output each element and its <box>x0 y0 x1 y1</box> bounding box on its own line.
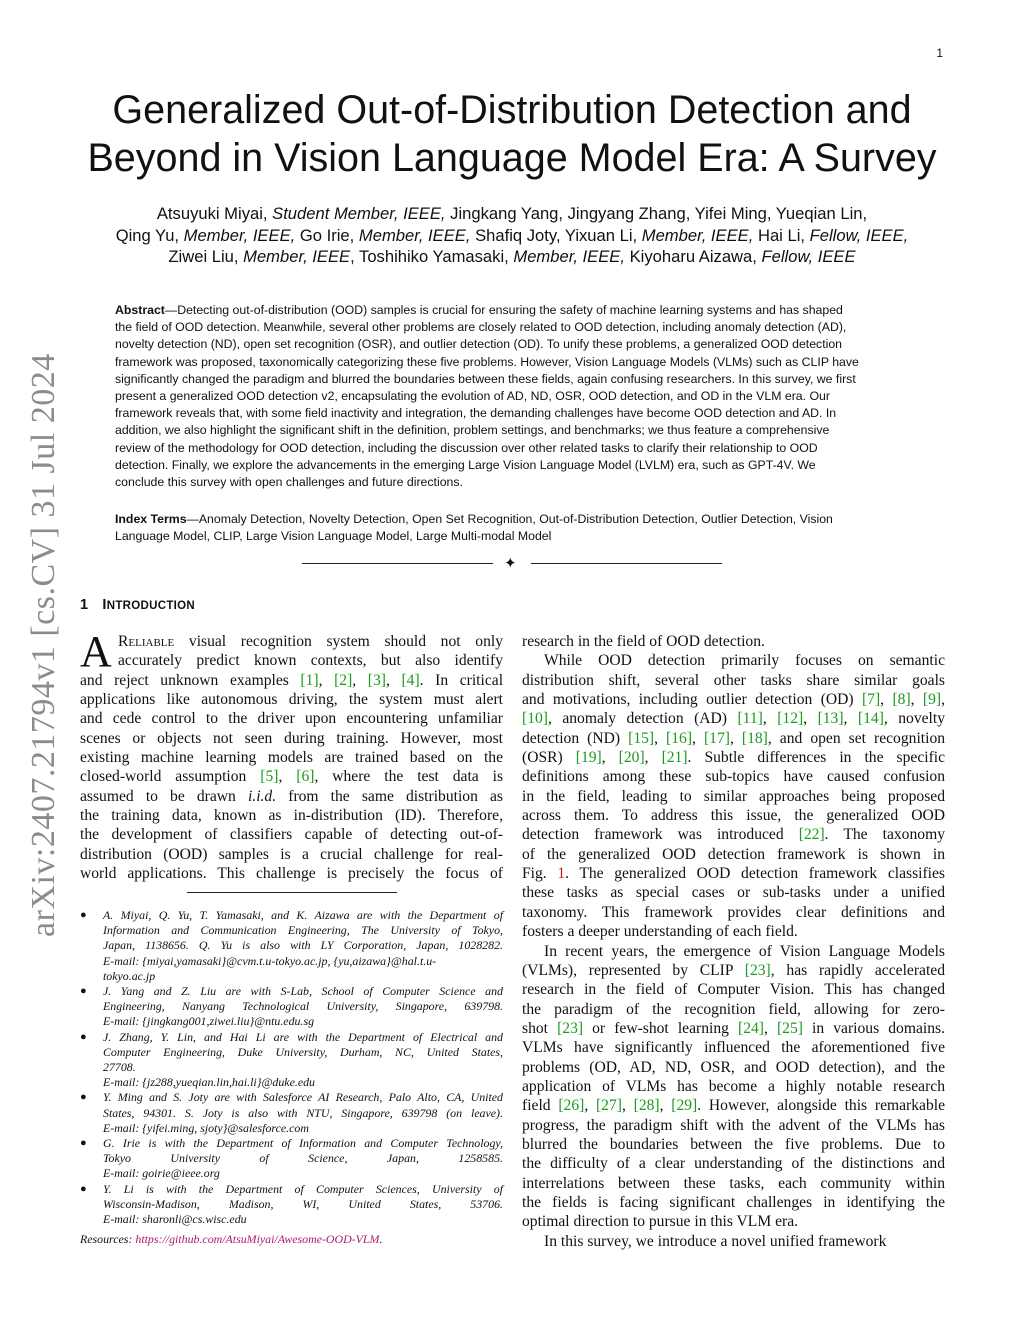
body-text: shot <box>522 1019 558 1037</box>
author-names: , Toshihiko Yamasaki, <box>350 247 514 266</box>
abstract-text: present a generalized OOD detection v2, encapsulating the evolution of AD, ND, OSR, OOD detection, and OD in the VLM era. Our <box>115 389 830 404</box>
author-names: Ziwei Liu, <box>168 247 244 266</box>
section-separator <box>302 555 722 571</box>
body-line <box>522 961 945 980</box>
body-text: , <box>318 671 335 689</box>
citation-link: [29] <box>671 1097 698 1115</box>
body-text: and motivations, including outlier detection (OD) <box>522 691 862 709</box>
body-text: , <box>621 1097 634 1115</box>
index_terms-text: —Anomaly Detection, Novelty Detection, Open Set Recognition, Out-of-Distribution Detection, Outlier Detection, Vision <box>186 512 833 526</box>
separator-rule-left <box>302 563 493 564</box>
left-column-body <box>80 627 504 883</box>
body-text: research in the field of OOD detection. <box>522 633 765 650</box>
resources-label: Resources: <box>80 1232 136 1246</box>
citation-link: [8] <box>892 691 911 709</box>
author-membership: Member, IEEE, <box>358 225 471 245</box>
body-line <box>522 864 945 883</box>
body-line <box>80 632 503 651</box>
right-column-body <box>522 632 945 1251</box>
body-line <box>522 980 945 999</box>
body-line <box>522 651 945 670</box>
author-names: Jingkang Yang, Jingyang Zhang, Yifei Ming, Yueqian Lin, <box>445 204 868 223</box>
body-line <box>522 1116 945 1135</box>
body-line <box>522 767 945 786</box>
body-text: . Subtle differences in the specific <box>687 749 946 767</box>
section-number: 1 <box>80 597 89 613</box>
body-text: the paradigm of the recognition field, allowing for zero- <box>522 1000 945 1018</box>
body-line <box>80 806 503 825</box>
footnote-line: E-mail: {miyai,yamasaki}@cvm.t.u-tokyo.ac.jp, {yu,aizawa}@hal.t.u- <box>103 953 437 968</box>
body-text: . However, alongside this remarkable <box>697 1097 946 1115</box>
footnote-rule <box>187 892 397 893</box>
author-membership: Member, IEEE <box>243 247 351 266</box>
body-line <box>522 709 945 728</box>
arxiv-identifier-stamp: arXiv:2407.21794v1 [cs.CV] 31 Jul 2024 <box>25 353 62 937</box>
body-text: , <box>910 691 923 709</box>
body-text: research in the field of Computer Vision. This has changed <box>522 981 945 999</box>
body-text: , <box>654 729 667 747</box>
index_terms-line <box>115 511 911 528</box>
abstract-label: Abstract <box>115 303 165 317</box>
bullet-icon: ● <box>80 985 87 998</box>
body-text: in the field, leading to similar approaches being proposed <box>522 787 945 805</box>
footnote-item <box>80 1182 503 1228</box>
body-line <box>80 729 503 748</box>
resources-end: . <box>379 1232 383 1246</box>
body-line <box>80 845 503 864</box>
section-heading-introduction <box>80 597 195 613</box>
body-text: from the same distribution as <box>276 787 503 805</box>
drop-cap-smallcaps: Reliable <box>118 633 175 650</box>
footnote-line: E-mail: goirie@ieee.org <box>103 1166 220 1181</box>
abstract-line <box>115 302 911 319</box>
citation-link: [27] <box>595 1097 622 1115</box>
body-line <box>522 806 945 825</box>
footnote-item <box>80 984 503 1030</box>
citation-link: [10] <box>522 710 548 728</box>
citation-link: [25] <box>776 1019 803 1037</box>
body-line <box>80 864 503 883</box>
bullet-icon: ● <box>80 1091 87 1104</box>
affiliation-footnotes <box>80 908 503 1227</box>
author-names: Go Irie, <box>295 225 359 245</box>
body-line <box>522 1154 945 1173</box>
body-text: existing machine learning models are trained based on the <box>80 749 503 767</box>
body-text: the training data, known as in-distribution (ID). Therefore, <box>80 807 503 825</box>
body-line <box>522 1019 945 1038</box>
body-text: In recent years, the emergence of Vision Language Models <box>544 942 945 960</box>
body-line <box>522 1038 945 1057</box>
footnote-line: Information and Communication Engineering, The University of Tokyo, <box>103 923 503 938</box>
citation-link: [28] <box>633 1097 660 1115</box>
page-number: 1 <box>936 46 943 60</box>
footnote-item <box>80 908 503 984</box>
author-membership: Fellow, IEEE <box>761 247 856 266</box>
author-names: Kiyoharu Aizawa, <box>624 247 762 266</box>
citation-link: [21] <box>661 749 688 767</box>
body-line <box>80 690 503 709</box>
footnote-line: E-mail: sharonli@cs.wisc.edu <box>103 1212 247 1227</box>
author-line <box>40 225 984 247</box>
footnote-line: J. Zhang, Y. Lin, and Hai Li are with the Department of Electrical and <box>103 1029 503 1044</box>
abstract <box>115 302 911 491</box>
index_terms-label: Index Terms <box>115 512 187 526</box>
body-text: distribution shift, several other tasks share similar goals <box>522 671 945 689</box>
body-text: taxonomy. This framework provides clear definitions and <box>522 903 945 921</box>
citation-link: [17] <box>703 729 730 747</box>
body-text: progress, the paradigm shift with the advent of the VLMs has <box>522 1116 945 1134</box>
body-text: , <box>278 768 297 786</box>
body-text: VLMs have significantly influenced the aforementioned five <box>522 1039 945 1057</box>
body-text: world applications. This challenge is precisely the focus of <box>80 865 503 883</box>
bullet-icon: ● <box>80 1030 87 1043</box>
body-text: and reject unknown examples <box>80 671 301 689</box>
author-names: Qing Yu, <box>115 225 184 245</box>
section-title-initial: I <box>102 597 107 613</box>
body-text: , <box>385 671 402 689</box>
body-line <box>522 825 945 844</box>
body-text: visual recognition system should not only <box>174 633 503 650</box>
body-text: , <box>601 749 619 767</box>
body-text: In this survey, we introduce a novel unified framework <box>544 1232 887 1250</box>
section-title-rest: NTRODUCTION <box>106 600 195 612</box>
body-text: applications like autonomous driving, the system must alert <box>80 691 503 709</box>
body-text: and cede control to the driver upon encountering unfamiliar <box>80 710 503 728</box>
body-text: , has rapidly accelerated <box>770 961 945 979</box>
body-line <box>522 1058 945 1077</box>
footnote-line: States, 94301. S. Joty is also with NTU, Singapore, 639798 (on leave). <box>103 1105 503 1120</box>
body-line <box>522 729 945 748</box>
resources-line <box>80 1232 382 1247</box>
body-text: fosters a deeper understanding of each field. <box>522 923 798 941</box>
footnote-item <box>80 1030 503 1091</box>
body-text: application of VLMs has become a highly notable research <box>522 1077 945 1095</box>
body-line <box>522 942 945 961</box>
citation-link: [18] <box>741 729 768 747</box>
body-text: Fig. <box>522 865 558 883</box>
body-text: in various domains. <box>802 1019 945 1037</box>
title-line-1: Generalized Out-of-Distribution Detection and <box>112 88 912 132</box>
title-line-2: Beyond in Vision Language Model Era: A Survey <box>87 136 937 180</box>
citation-link: [14] <box>857 710 884 728</box>
body-line <box>80 651 503 670</box>
author-membership: Student Member, IEEE, <box>272 204 446 223</box>
body-text: detection (ND) <box>522 729 629 747</box>
body-line <box>522 922 945 941</box>
index_terms-line <box>115 528 911 545</box>
body-text: assumed to be drawn <box>80 787 248 805</box>
author-membership: Member, IEEE, <box>641 225 754 245</box>
body-line <box>522 632 945 651</box>
abstract-text: conclude this survey with open challenges and future directions. <box>115 475 463 490</box>
body-text: these tasks as special cases or sub-tasks under a unified <box>522 884 945 902</box>
body-line <box>80 671 503 690</box>
citation-link: [26] <box>558 1097 585 1115</box>
figure-reference-link: 1 <box>557 865 566 883</box>
footnote-line: Engineering, Nanyang Technological University, Singapore, 639798. <box>103 999 503 1014</box>
citation-link: [6] <box>296 768 315 786</box>
abstract-text: significantly changed the paradigm and blurred the boundaries between these fields, again confusing researchers. In this survey, we first <box>115 371 856 386</box>
citation-link: [7] <box>861 691 881 709</box>
body-text: , <box>644 749 662 767</box>
body-text: closed-world assumption <box>80 768 261 786</box>
body-text: , novelty <box>883 710 946 728</box>
body-text: problems (OD, AD, ND, OSR, and OOD detection), and the <box>522 1058 945 1076</box>
abstract-line <box>115 422 911 439</box>
abstract-line <box>115 354 911 371</box>
body-text: , <box>692 729 704 747</box>
author-names: Hai Li, <box>753 225 810 245</box>
index-terms <box>115 511 911 545</box>
body-line <box>522 1174 945 1193</box>
body-text: , and open set recognition <box>767 729 946 747</box>
author-membership: Fellow, IEEE, <box>809 225 909 245</box>
body-text: interrelations between these tasks, each community within <box>522 1174 945 1192</box>
body-text: detection framework was introduced <box>522 826 799 844</box>
body-text: , anomaly detection (AD) <box>547 710 738 728</box>
citation-link: [24] <box>738 1019 764 1037</box>
body-text: , <box>659 1097 672 1115</box>
bullet-icon: ● <box>80 1137 87 1150</box>
abstract-line <box>115 388 911 405</box>
body-line <box>80 825 503 844</box>
footnote-line: E-mail: {jz288,yueqian.lin,hai.li}@duke.edu <box>103 1075 315 1090</box>
body-italic: i.i.d. <box>247 787 277 805</box>
abstract-text: framework reveals that, with some field inactivity and integration, the demanding challenges have become OOD detection and AD. In <box>115 406 837 421</box>
body-line <box>80 748 503 767</box>
body-line <box>522 671 945 690</box>
resources-link[interactable]: https://github.com/AtsuMiyai/Awesome-OOD-VLM <box>135 1232 380 1246</box>
abstract-text: detection. Finally, we explore the advancements in the emerging Large Vision Language Model (LVLM) era, such as GPT-4V. We <box>115 457 816 472</box>
body-line <box>522 1193 945 1212</box>
body-text: the difficulty of a clear understanding of the distinctions and <box>522 1155 945 1173</box>
citation-link: [19] <box>575 749 602 767</box>
separator-rule-right <box>531 563 722 564</box>
citation-link: [12] <box>777 710 804 728</box>
abstract-text: review of the methodology for OOD detection, including the discussion over other related tasks to clarify their relationship to OOD <box>115 440 818 455</box>
body-line <box>522 1077 945 1096</box>
body-text: , <box>729 729 742 747</box>
abstract-text: novelty detection (ND), open set recognition (OSR), and outlier detection (OD). To unify these problems, a generalized OOD detection <box>115 337 843 352</box>
footnote-line: Japan, 1138656. Q. Yu is also with LY Corporation, Japan, 1028282. <box>103 938 503 953</box>
citation-link: [23] <box>557 1019 584 1037</box>
citation-link: [4] <box>401 671 420 689</box>
bullet-icon: ● <box>80 909 87 921</box>
abstract-line <box>115 457 911 474</box>
body-text: , <box>584 1097 596 1115</box>
abstract-text: addition, we also highlight the significant shift in the definition, problem settings, and benchmarks; we thus feature a comprehensive <box>115 423 830 438</box>
body-text: of the generalized OOD detection framework is shown in <box>522 845 945 863</box>
body-text: , <box>843 710 858 728</box>
citation-link: [15] <box>628 729 655 747</box>
body-text: , <box>352 671 368 689</box>
footnote-line: E-mail: {jingkang001,ziwei.liu}@ntu.edu.sg <box>103 1014 315 1029</box>
citation-link: [5] <box>260 768 279 786</box>
body-text: blurred the boundaries between the five problems. Due to <box>522 1135 945 1153</box>
body-text: accurately predict known contexts, but also identify <box>118 652 503 670</box>
body-text: , <box>764 1019 777 1037</box>
footnote-line: tokyo.ac.jp <box>103 968 156 983</box>
body-line <box>522 690 945 709</box>
citation-link: [2] <box>334 671 353 689</box>
abstract-line <box>115 405 911 422</box>
author-names: Atsuyuki Miyai, <box>156 204 273 223</box>
body-text: , <box>941 691 946 709</box>
body-text: . In critical <box>419 671 504 689</box>
body-text: distribution (OOD) samples is a crucial challenge for real- <box>80 845 503 863</box>
body-text: , where the test data is <box>314 768 504 786</box>
body-line <box>522 1096 945 1115</box>
citation-link: [11] <box>737 710 763 728</box>
citation-link: [20] <box>618 749 645 767</box>
body-text: (OSR) <box>522 749 576 767</box>
body-text: the fields is facing significant challenges in identifying the <box>522 1193 945 1211</box>
body-text: definitions among these sub-topics have caused confusion <box>522 768 945 786</box>
body-line <box>522 903 945 922</box>
abstract-line <box>115 336 911 353</box>
citation-link: [23] <box>744 961 771 979</box>
footnote-line: Y. Ming and S. Joty are with Salesforce AI Research, Palo Alto, CA, United <box>103 1090 503 1105</box>
footnote-line: Y. Li is with the Department of Computer Sciences, University of <box>103 1181 503 1196</box>
footnote-line: J. Yang and Z. Liu are with S-Lab, School of Computer Science and <box>103 984 503 999</box>
footnote-line: Computer Engineering, Duke University, Durham, NC, United States, <box>103 1044 503 1059</box>
body-text: or few-shot learning <box>583 1019 739 1037</box>
author-membership: Member, IEEE, <box>513 247 625 266</box>
body-line <box>522 787 945 806</box>
body-text: scenes or objects not seen during training. However, most <box>80 729 503 747</box>
citation-link: [9] <box>922 691 942 709</box>
body-line <box>522 1135 945 1154</box>
body-line <box>522 883 945 902</box>
body-line <box>522 845 945 864</box>
author-membership: Member, IEEE, <box>183 225 296 245</box>
paper-title <box>40 86 984 182</box>
footnote-item <box>80 1136 503 1182</box>
body-text: across them. To address this issue, the generalized OOD <box>522 807 945 825</box>
abstract-text: framework was proposed, taxonomically categorizing these five problems. However, Vision Language Models (VLMs) such as CLIP have <box>115 354 859 369</box>
citation-link: [1] <box>300 671 319 689</box>
citation-link: [13] <box>817 710 844 728</box>
separator-star-icon: ✦ <box>504 554 517 572</box>
body-line <box>80 787 503 806</box>
footnote-line: E-mail: {yifei.ming, sjoty}@salesforce.com <box>103 1120 309 1135</box>
footnote-line: A. Miyai, Q. Yu, T. Yamasaki, and K. Aizawa are with the Department of <box>103 908 503 922</box>
abstract-text: the field of OOD detection. Meanwhile, several other problems are closely related to OOD detection, including anomaly detection (AD), <box>115 320 847 335</box>
body-line <box>522 748 945 767</box>
citation-link: [3] <box>367 671 386 689</box>
citation-link: [22] <box>798 826 825 844</box>
abstract-line <box>115 319 911 336</box>
body-text: , <box>803 710 818 728</box>
author-line <box>40 203 984 225</box>
body-text: , <box>880 691 893 709</box>
body-line <box>80 709 503 728</box>
abstract-line <box>115 440 911 457</box>
body-text: the development of classifiers capable of detecting out-of- <box>80 826 503 844</box>
body-text: . The generalized OOD detection framework classifies <box>565 865 945 883</box>
abstract-text: —Detecting out-of-distribution (OOD) samples is crucial for ensuring the safety of machine learning systems and has shaped <box>164 303 843 317</box>
author-line <box>40 246 984 268</box>
footnote-line: G. Irie is with the Department of Information and Computer Technology, <box>103 1136 503 1151</box>
body-text: While OOD detection primarily focuses on semantic <box>544 652 945 670</box>
index_terms-text: Language Model, CLIP, Large Vision Language Model, Large Multi-modal Model <box>115 529 552 544</box>
citation-link: [16] <box>666 729 693 747</box>
abstract-line <box>115 474 911 491</box>
body-line <box>522 1232 945 1251</box>
body-line <box>522 1212 945 1231</box>
author-names: Shafiq Joty, Yixuan Li, <box>470 225 642 245</box>
body-text: optimal direction to pursue in this VLM era. <box>522 1213 799 1231</box>
footnote-line: Wisconsin-Madison, Madison, WI, United States, 53706. <box>103 1196 503 1211</box>
drop-cap-letter: A <box>80 627 112 676</box>
author-list <box>40 203 984 268</box>
bullet-icon: ● <box>80 1182 87 1195</box>
body-line <box>522 1000 945 1019</box>
body-text: . The taxonomy <box>824 826 945 844</box>
footnote-item <box>80 1090 503 1136</box>
body-line <box>80 767 503 786</box>
body-text: , <box>762 710 778 728</box>
abstract-line <box>115 371 911 388</box>
body-text: field <box>522 1097 559 1115</box>
footnote-line: Tokyo University of Science, Japan, 1258585. <box>103 1151 503 1166</box>
body-text: (VLMs), represented by CLIP <box>522 961 745 979</box>
footnote-line: 27708. <box>103 1060 136 1075</box>
